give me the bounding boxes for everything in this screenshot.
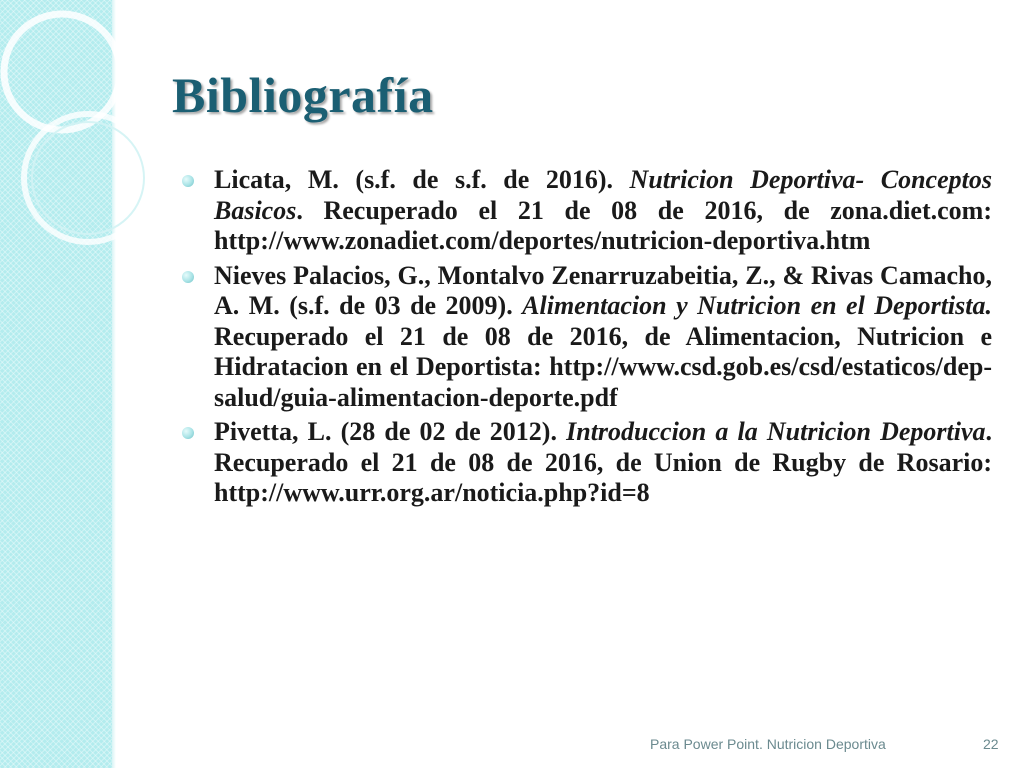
reference-url[interactable]: http://www.csd.gob.es/csd/estaticos/dep-salud/guia-alimentacion-deporte.pdf (214, 352, 992, 412)
bullet-icon (182, 175, 194, 187)
reference-item (180, 417, 992, 509)
reference-title: Introduccion a la Nutricion Deportiva (566, 417, 986, 446)
reference-item (180, 165, 992, 257)
bullet-icon (182, 427, 194, 439)
decorative-sidebar (0, 0, 112, 768)
reference-title: Alimentacion y Nutricion en el Deportista. (522, 291, 992, 320)
reference-url[interactable]: http://www.urr.org.ar/noticia.php?id=8 (214, 478, 650, 507)
reference-list (180, 165, 992, 513)
reference-url[interactable]: http://www.zonadiet.com/deportes/nutricion-deportiva.htm (214, 226, 871, 255)
reference-authors: Licata, M. (s.f. de s.f. de 2016). (214, 165, 630, 194)
sidebar-edge (112, 0, 116, 768)
reference-retrieved: . Recuperado el 21 de 08 de 2016, de zona.diet.com: (296, 195, 992, 225)
bullet-icon (182, 271, 194, 283)
reference-retrieved: . Recuperado el 21 de 08 de 2016, de Union de Rugby de Rosario: (214, 417, 992, 477)
reference-authors: Nieves Palacios, G., Montalvo Zenarruzabeitia, Z., & Rivas Camacho, A. M. (s.f. de 03 de 2009). (214, 260, 992, 320)
reference-authors: Pivetta, L. (28 de 02 de 2012). (214, 417, 567, 446)
reference-retrieved: Recuperado el 21 de 08 de 2016, de Alimentacion, Nutricion e Hidratacion en el Deportista: (214, 321, 992, 381)
reference-title: Nutricion Deportiva- Conceptos Basicos (214, 165, 992, 225)
reference-item (180, 261, 992, 414)
page-number: 22 (983, 736, 999, 752)
slide-title: Bibliografía (172, 67, 434, 123)
footer-text: Para Power Point. Nutricion Deportiva (650, 736, 886, 752)
